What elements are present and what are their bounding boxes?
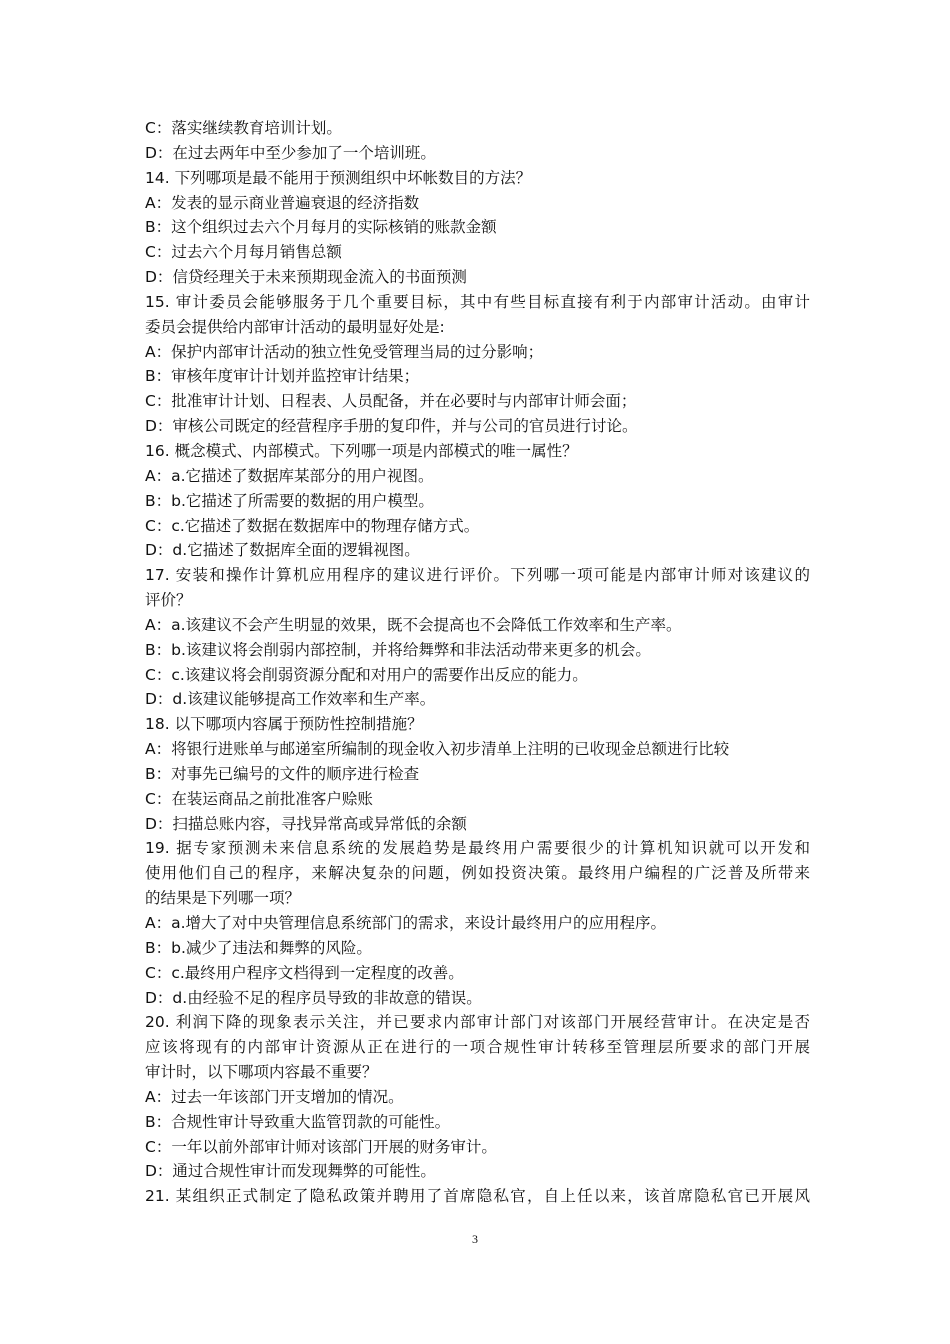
- option-c-17: C：c.该建议将会削弱资源分配和对用户的需要作出反应的能力。: [145, 665, 588, 684]
- question-18: 18. 以下哪项内容属于预防性控制措施？: [145, 715, 423, 734]
- option-d-19: D：d.由经验不足的程序员导致的非故意的错误。: [145, 988, 482, 1007]
- option-a-15: A：保护内部审计活动的独立性免受管理当局的过分影响；: [145, 342, 544, 361]
- option-d-16: D：d.它描述了数据库全面的逻辑视图。: [145, 541, 420, 560]
- question-14: 14. 下列哪项是最不能用于预测组织中坏帐数目的方法？: [145, 168, 532, 187]
- option-d-14: D：信贷经理关于未来预期现金流入的书面预测: [145, 268, 467, 287]
- option-a-16: A：a.它描述了数据库某部分的用户视图。: [145, 466, 434, 485]
- question-16: 16. 概念模式、内部模式。下列哪一项是内部模式的唯一属性？: [145, 441, 578, 460]
- option-c-15: C：批准审计计划、日程表、人员配备，并在必要时与内部审计师会面；: [145, 392, 637, 411]
- option-c-14: C：过去六个月每月销售总额: [145, 243, 342, 262]
- option-b-18: B：对事先已编号的文件的顺序进行检查: [145, 764, 420, 783]
- option-c-16: C：c.它描述了数据在数据库中的物理存储方式。: [145, 516, 480, 535]
- option-a-18: A：将银行进账单与邮递室所编制的现金收入初步清单上注明的已收现金总额进行比较: [145, 740, 730, 759]
- question-17-line-2: 评价？: [145, 591, 192, 610]
- question-21-line-1: 21. 某组织正式制定了隐私政策并聘用了首席隐私官，自上任以来，该首席隐私官已开展风: [145, 1187, 810, 1206]
- page-number: 3: [472, 1232, 478, 1246]
- page-body: [145, 116, 810, 1209]
- option-c-18: C：在装运商品之前批准客户赊账: [145, 789, 373, 808]
- option-d-15: D：审核公司既定的经营程序手册的复印件，并与公司的官员进行讨论。: [145, 417, 638, 436]
- option-b-15: B：审核年度审计计划并监控审计结果；: [145, 367, 420, 386]
- question-17-line-1: 17. 安装和操作计算机应用程序的建议进行评价。下列哪一项可能是内部审计师对该建议的: [145, 566, 810, 585]
- option-a-20: A：过去一年该部门开支增加的情况。: [145, 1087, 404, 1106]
- option-b-16: B：b.它描述了所需要的数据的用户模型。: [145, 491, 434, 510]
- option-d-17: D：d.该建议能够提高工作效率和生产率。: [145, 690, 436, 709]
- option-b-14: B：这个组织过去六个月每月的实际核销的账款金额: [145, 218, 497, 237]
- question-15-line-1: 15. 审计委员会能够服务于几个重要目标，其中有些目标直接有利于内部审计活动。由审计: [145, 292, 810, 311]
- option-a-17: A：a.该建议不会产生明显的效果，既不会提高也不会降低工作效率和生产率。: [145, 615, 682, 634]
- question-20-line-2: 应该将现有的内部审计资源从正在进行的一项合规性审计转移至管理层所要求的部门开展: [145, 1038, 810, 1057]
- question-20-line-3: 审计时，以下哪项内容最不重要？: [145, 1063, 378, 1082]
- option-d-20: D：通过合规性审计而发现舞弊的可能性。: [145, 1162, 436, 1181]
- question-19-line-1: 19. 据专家预测未来信息系统的发展趋势是最终用户需要很少的计算机知识就可以开发和: [145, 839, 810, 858]
- option-d-13: D：在过去两年中至少参加了一个培训班。: [145, 143, 436, 162]
- option-b-17: B：b.该建议将会削弱内部控制，并将给舞弊和非法活动带来更多的机会。: [145, 640, 651, 659]
- option-d-18: D：扫描总账内容，寻找异常高或异常低的余额: [145, 814, 467, 833]
- option-c-13: C：落实继续教育培训计划。: [145, 119, 342, 137]
- option-c-19: C：c.最终用户程序文档得到一定程度的改善。: [145, 963, 464, 982]
- question-19-line-3: 的结果是下列哪一项？: [145, 889, 301, 908]
- option-a-19: A：a.增大了对中央管理信息系统部门的需求，来设计最终用户的应用程序。: [145, 914, 667, 932]
- option-b-19: B：b.减少了违法和舞弊的风险。: [145, 938, 372, 957]
- option-c-20: C：一年以前外部审计师对该部门开展的财务审计。: [145, 1137, 497, 1156]
- question-20-line-1: 20. 利润下降的现象表示关注，并已要求内部审计部门对该部门开展经营审计。在决定是否: [145, 1013, 810, 1032]
- option-b-20: B：合规性审计导致重大监管罚款的可能性。: [145, 1112, 451, 1131]
- option-a-14: A：发表的显示商业普遍衰退的经济指数: [145, 193, 420, 212]
- question-15-line-2: 委员会提供给内部审计活动的最明显好处是:: [145, 317, 445, 336]
- question-19-line-2: 使用他们自己的程序，来解决复杂的问题，例如投资决策。最终用户编程的广泛普及所带来: [145, 864, 810, 883]
